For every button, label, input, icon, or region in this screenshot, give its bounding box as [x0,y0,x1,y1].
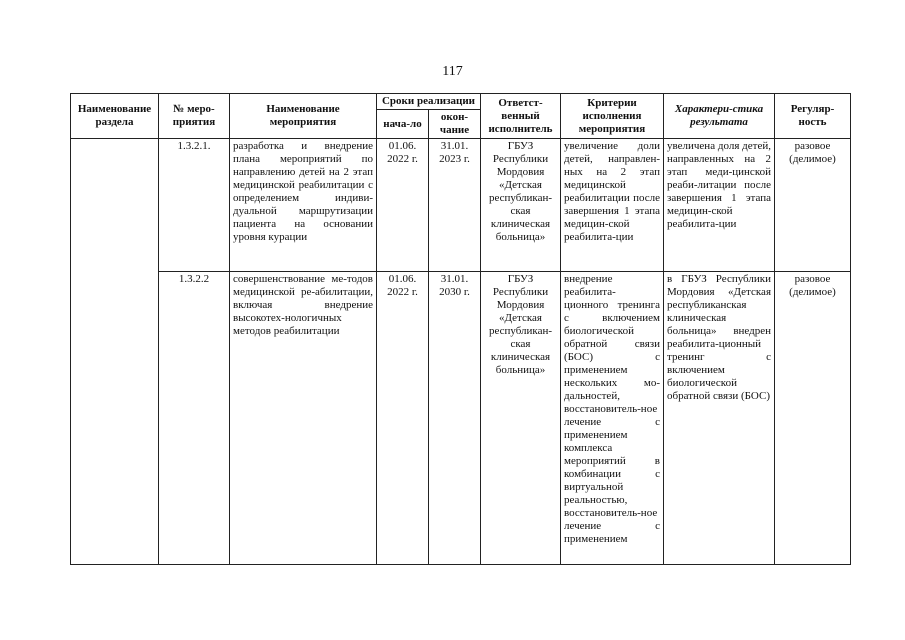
header-terms: Сроки реализации [377,94,481,110]
section-cell [71,139,159,565]
header-row-1 [71,94,851,110]
header-start: нача-ло [377,110,429,139]
header-name: Наименование мероприятия [230,94,377,139]
name-cell: совершенствование ме-тодов медицинской ре-абилитации, включая внедрение высокотех-нологичных методов реабилитации [230,272,377,565]
header-end: окон-чание [429,110,481,139]
end-cell: 31.01. 2030 г. [429,272,481,565]
regularity-cell: разовое (делимое) [775,272,851,565]
header-number: № меро-приятия [159,94,230,139]
result-cell: увеличена доля детей, направленных на 2 этап меди-цинской реаби-литации после завершения 1 этапа медицин-ской реабилита-ции [664,139,775,272]
start-cell: 01.06. 2022 г. [377,272,429,565]
number-cell: 1.3.2.1. [159,139,230,272]
header-result: Характери-стика результата [664,94,775,139]
start-cell: 01.06. 2022 г. [377,139,429,272]
header-regularity: Регуляр-ность [775,94,851,139]
header-responsible: Ответст-венный исполнитель [481,94,561,139]
events-table [70,93,851,565]
regularity-cell: разовое (делимое) [775,139,851,272]
number-cell: 1.3.2.2 [159,272,230,565]
responsible-cell: ГБУЗ Республики Мордовия «Детская республикан-ская клиническая больница» [481,272,561,565]
header-section: Наименование раздела [71,94,159,139]
criteria-cell: внедрение реабилита-ционного тренинга с включением биологической обратной связи (БОС) с применением нескольких мо-дальностей, восстановитель-ное лечение с применением комплекса мероприятий в комбинации с виртуальной реальностью, восстановитель-ное лечение с применением [561,272,664,565]
table-row [71,272,851,565]
page-number: 117 [442,64,463,79]
header-criteria: Критерии исполнения мероприятия [561,94,664,139]
criteria-cell: увеличение доли детей, направлен-ных на 2 этап медицинской реабилитации после завершения 1 этапа медицин-ской реабилита-ции [561,139,664,272]
responsible-cell: ГБУЗ Республики Мордовия «Детская республикан-ская клиническая больница» [481,139,561,272]
result-cell: в ГБУЗ Республики Мордовия «Детская республиканская клиническая больница» внедрен реабилита-ционный тренинг с включением биологической обратной связи (БОС) [664,272,775,565]
table-row [71,139,851,272]
end-cell: 31.01. 2023 г. [429,139,481,272]
name-cell: разработка и внедрение плана мероприятий по направлению детей на 2 этап медицинской реабилитации с определением индиви-дуальной маршрутизации пациента на основании уровня курации [230,139,377,272]
